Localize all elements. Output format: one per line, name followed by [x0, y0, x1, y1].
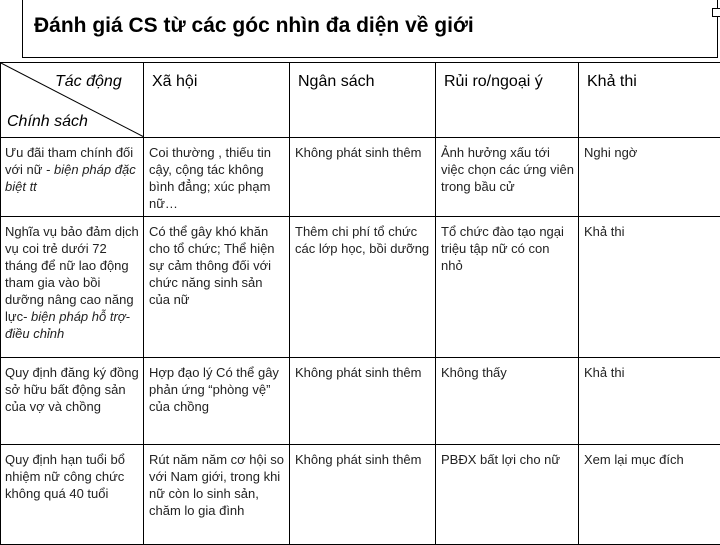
budget-cell: Không phát sinh thêm: [290, 445, 436, 545]
social-impact-cell: Coi thường , thiếu tin cậy, cộng tác không bình đẳng; xúc phạm nữ…: [144, 138, 290, 217]
policy-evaluation-table: [0, 62, 720, 545]
table-row: [1, 445, 720, 545]
diagonal-header-cell: [1, 63, 144, 138]
header-row: [1, 63, 720, 138]
frame-corner-marker: [712, 8, 720, 17]
feasibility-cell: Khả thi: [579, 358, 720, 445]
feasibility-cell: Xem lại mục đích: [579, 445, 720, 545]
policy-cell: Quy định hạn tuổi bổ nhiệm nữ công chức không quá 40 tuổi: [1, 445, 144, 545]
policy-cell: Quy định đăng ký đồng sở hữu bất động sản của vợ và chồng: [1, 358, 144, 445]
social-impact-cell: Hợp đạo lý Có thể gây phản ứng “phòng vệ” của chồng: [144, 358, 290, 445]
table-row: [1, 217, 720, 358]
feasibility-cell: Khả thi: [579, 217, 720, 358]
risk-cell: Ảnh hưởng xấu tới việc chọn các ứng viên trong bầu cử: [436, 138, 579, 217]
header-impact-label: Tác động: [55, 73, 122, 91]
social-impact-cell: Có thể gây khó khăn cho tổ chức; Thể hiện sự cảm thông đối với chức năng sinh sản của nữ: [144, 217, 290, 358]
risk-cell: Không thấy: [436, 358, 579, 445]
budget-cell: Không phát sinh thêm: [290, 358, 436, 445]
table-row: [1, 358, 720, 445]
column-header-xa-hoi: Xã hội: [144, 63, 290, 138]
feasibility-cell: Nghi ngờ: [579, 138, 720, 217]
social-impact-cell: Rút năm năm cơ hội so với Nam giới, trong khi nữ còn lo sinh sản, chăm lo gia đình: [144, 445, 290, 545]
table-row: [1, 138, 720, 217]
header-policy-label: Chính sách: [7, 113, 88, 131]
slide-title: Đánh giá CS từ các góc nhìn đa diện về giới: [34, 14, 474, 38]
budget-cell: Không phát sinh thêm: [290, 138, 436, 217]
budget-cell: Thêm chi phí tổ chức các lớp học, bồi dưỡng: [290, 217, 436, 358]
risk-cell: Tổ chức đào tạo ngại triệu tập nữ có con nhỏ: [436, 217, 579, 358]
column-header-ngan-sach: Ngân sách: [290, 63, 436, 138]
column-header-kha-thi: Khả thi: [579, 63, 720, 138]
column-header-rui-ro: Rủi ro/ngoại ý: [436, 63, 579, 138]
policy-cell: Nghĩa vụ bảo đảm dịch vụ coi trẻ dưới 72 tháng để nữ lao động tham gia vào bồi dưỡng nâng cao năng lực- biện pháp hỗ trợ- điều chỉnh: [1, 217, 144, 358]
risk-cell: PBĐX bất lợi cho nữ: [436, 445, 579, 545]
policy-cell: Ưu đãi tham chính đối với nữ - biện pháp đặc biệt tt: [1, 138, 144, 217]
